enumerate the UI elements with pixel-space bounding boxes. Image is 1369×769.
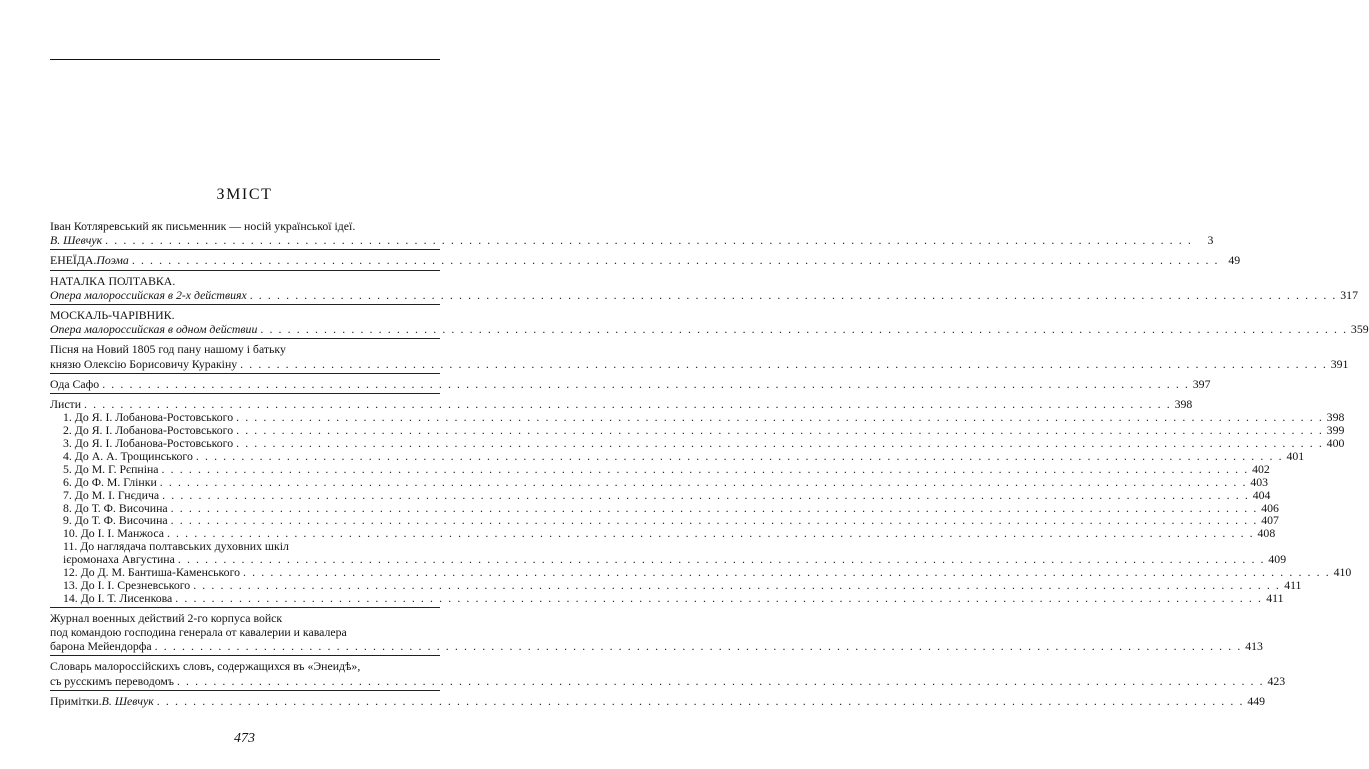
entry-line: Журнал военных действий 2-го корпуса войск (50, 610, 283, 625)
dot-leader: . . . . . . . . . . . . . . . . . . . . . . . . . . . . . . . . . . . . . . . . . . . . . . . . . . . . . . . . . . . . . . . . . . . . . . . . . . . . . . . . . . . . . . . . . . . . . . . . . . . . . . . . . . . . . . . . . . . . . . . . (193, 578, 1281, 593)
page-ref: 398 (1174, 397, 1193, 412)
page-ref: 406 (1261, 500, 1279, 515)
dot-leader: . . . . . . . . . . . . . . . . . . . . . . . . . . . . . . . . . . . . . . . . . . . . . . . . . . . . . . . . . . . . . . . . . . . . . . . . . . . . . . . . . . . . . . . . . . . . . . . . . . . . . . . . . . . . . . . . . . . . . . . . (175, 590, 1263, 605)
page-ref: 409 (1268, 552, 1287, 567)
page-ref: 411 (1284, 578, 1302, 593)
entry-title: Опера малороссийская в одном действии (50, 322, 258, 337)
toc-row[interactable] (50, 253, 1241, 268)
page-ref: 410 (1333, 565, 1352, 580)
entry-title: 9. До Т. Ф. Височина (63, 513, 168, 528)
dot-leader: . . . . . . . . . . . . . . . . . . . . . . . . . . . . . . . . . . . . . . . . . . . . . . . . . . . . . . . . . . . . . . . . . . . . . . . . . . . . . . . . . . . . . . . . . . . . . . . . . . . . . . . . . . . . . . . . . . . . . . . . (195, 448, 1284, 463)
entry-title: 4. До А. А. Трощинського (63, 448, 193, 463)
page-ref: 399 (1326, 423, 1345, 438)
toc-row[interactable] (63, 474, 1269, 489)
toc-row[interactable] (63, 461, 1270, 476)
entry-title: 14. До І. Т. Лисенкова (63, 590, 173, 605)
entry-title: съ русскимъ переводомъ (50, 673, 174, 688)
toc-row[interactable] (50, 233, 1214, 248)
table-of-contents (50, 216, 1369, 710)
dot-leader: . . . . . . . . . . . . . . . . . . . . . . . . . . . . . . . . . . . . . . . . . . . . . . . . . . . . . . . . . . . . . . . . . . . . . . . . . . . . . . . . . . . . . . . . . . . . . . . . . . . . . . . . . . . . . . . . . . . . . . . . (249, 287, 1337, 302)
dot-leader: . . . . . . . . . . . . . . . . . . . . . . . . . . . . . . . . . . . . . . . . . . . . . . . . . . . . . . . . . . . . . . . . . . . . . . . . . . . . . . . . . . . . . . . . . . . . . . . . . . . . . . . . . . . . . . . . . . . . . . . . (84, 397, 1172, 412)
entry-line: Словарь малороссійскихъ словъ, содержащихся въ «Энеидѣ», (50, 659, 361, 674)
dot-leader: . . . . . . . . . . . . . . . . . . . . . . . . . . . . . . . . . . . . . . . . . . . . . . . . . . . . . . . . . . . . . . . . . . . . . . . . . . . . . . . . . . . . . . . . . . . . . . . . . . . . . . . . . . . . . . . . . . . . . . . . (102, 376, 1190, 391)
dot-leader: . . . . . . . . . . . . . . . . . . . . . . . . . . . . . . . . . . . . . . . . . . . . . . . . . . . . . . . . . . . . . . . . . . . . . . . . . . . . . . . . . . . . . . . . . . . . . . . . . . . . . . . . . . . . . . . . . . . . . . . . (170, 513, 1258, 528)
dot-leader: . . . . . . . . . . . . . . . . . . . . . . . . . . . . . . . . . . . . . . . . . . . . . . . . . . . . . . . . . . . . . . . . . . . . . . . . . . . . . . . . . . . . . . . . . . . . . . . . . . . . . . . . . . . . . . . . . . . . . . . . (176, 673, 1265, 688)
entry-title: Листи (50, 397, 82, 412)
entry-title: 8. До Т. Ф. Височина (63, 500, 168, 515)
page-ref: 408 (1257, 526, 1276, 541)
dot-leader: . . . . . . . . . . . . . . . . . . . . . . . . . . . . . . . . . . . . . . . . . . . . . . . . . . . . . . . . . . . . . . . . . . . . . . . . . . . . . . . . . . . . . . . . . . . . . . . . . . . . . . . . . . . . . . . . . . . . . . . . (236, 436, 1324, 451)
toc-entry[interactable] (50, 394, 1352, 608)
page-ref: 317 (1340, 287, 1358, 302)
entry-title: 6. До Ф. М. Глінки (63, 474, 157, 489)
dot-leader: . . . . . . . . . . . . . . . . . . . . . . . . . . . . . . . . . . . . . . . . . . . . . . . . . . . . . . . . . . . . . . . . . . . . . . . . . . . . . . . . . . . . . . . . . . . . . . . . . . . . . . . . . . . . . . . . . . . . . . . . (170, 500, 1258, 515)
page-ref: 403 (1250, 474, 1269, 489)
entry-title: 2. До Я. І. Лобанова-Ростовського (63, 423, 234, 438)
dot-leader: . . . . . . . . . . . . . . . . . . . . . . . . . . . . . . . . . . . . . . . . . . . . . . . . . . . . . . . . . . . . . . . . . . . . . . . . . . . . . . . . . . . . . . . . . . . . . . . . . . . . . . . . . . . . . . . . . . . . . . . . (177, 552, 1266, 567)
page-ref: 404 (1252, 487, 1271, 502)
page-ref: 49 (1228, 253, 1241, 268)
entry-title: 1. До Я. І. Лобанова-Ростовського (63, 410, 234, 425)
page-ref: 400 (1326, 436, 1345, 451)
page-ref: 359 (1350, 322, 1369, 337)
dot-leader: . . . . . . . . . . . . . . . . . . . . . . . . . . . . . . . . . . . . . . . . . . . . . . . . . . . . . . . . . . . . . . . . . . . . . . . . . . . . . . . . . . . . . . . . . . . . . . . . . . . . . . . . . . . . . . . . . . . . . . . . (240, 356, 1328, 371)
entry-title: 10. До І. І. Манжоса (63, 526, 164, 541)
page-ref: 401 (1286, 448, 1305, 463)
toc-entry[interactable] (50, 608, 1263, 657)
page-ref: 411 (1266, 590, 1284, 605)
entry-title: 3. До Я. І. Лобанова-Ростовського (63, 436, 234, 451)
entry-line: Пісня на Новий 1805 год пану нашому і батьку (50, 342, 286, 357)
page-ref: 391 (1330, 356, 1349, 371)
toc-row[interactable] (50, 322, 1369, 337)
page-ref: 423 (1267, 673, 1286, 688)
toc-row[interactable] (63, 590, 1284, 605)
entry-title: 12. До Д. М. Бантиша-Каменського (63, 565, 241, 580)
dot-leader: . . . . . . . . . . . . . . . . . . . . . . . . . . . . . . . . . . . . . . . . . . . . . . . . . . . . . . . . . . . . . . . . . . . . . . . . . . . . . . . . . . . . . . . . . . . . . . . . . . . . . . . . . . . . . . . . . . . . . . . . (236, 423, 1324, 438)
entry-title: 5. До М. Г. Рєпніна (63, 461, 159, 476)
entry-subtitle: В. Шевчук (101, 693, 154, 708)
entry-title: ЕНЕЇДА. (50, 253, 97, 268)
entry-title: Примітки. (50, 693, 102, 708)
entry-title: барона Мейендорфа (50, 639, 152, 654)
page-ref: 449 (1247, 693, 1266, 708)
toc-row[interactable] (50, 356, 1349, 371)
page-ref: 3 (1207, 233, 1214, 248)
entry-title: Ода Сафо (50, 376, 100, 391)
entry-subtitle: Поэма (96, 253, 129, 268)
page-ref: 407 (1261, 513, 1279, 528)
entry-title: ієромонаха Августина (63, 552, 175, 567)
dot-leader: . . . . . . . . . . . . . . . . . . . . . . . . . . . . . . . . . . . . . . . . . . . . . . . . . . . . . . . . . . . . . . . . . . . . . . . . . . . . . . . . . . . . . . . . . . . . . . . . . . . . . . . . . . . . . . . . . . . . . . . . (161, 461, 1249, 476)
page-ref: 402 (1252, 461, 1270, 476)
toc-entry[interactable] (50, 656, 1286, 690)
top-rule (50, 59, 440, 60)
entry-line: Іван Котляревський як письменник — носій української ідеї. (50, 219, 356, 233)
toc-entry[interactable] (50, 339, 1349, 373)
page-ref: 397 (1192, 376, 1211, 391)
page-title: ЗМІСТ (216, 186, 273, 203)
letter-line: 11. До наглядача полтавських духовних шкіл (63, 539, 289, 554)
dot-leader: . . . . . . . . . . . . . . . . . . . . . . . . . . . . . . . . . . . . . . . . . . . . . . . . . . . . . . . . . . . . . . . . . . . . . . . . . . . . . . . . . . . . . . . . . . . . . . . . . . . . . . . . . . . . . . . . . . . . . . . . (154, 639, 1242, 654)
letters-list (50, 410, 1352, 605)
toc-row[interactable] (50, 693, 1266, 708)
toc-entry[interactable] (50, 691, 1266, 710)
toc-entry[interactable] (50, 216, 1214, 250)
toc-row[interactable] (63, 448, 1305, 463)
dot-leader: . . . . . . . . . . . . . . . . . . . . . . . . . . . . . . . . . . . . . . . . . . . . . . . . . . . . . . . . . . . . . . . . . . . . . . . . . . . . . . . . . . . . . . . . . . . . . . . . . . . . . . . . . . . . . . . . . . . . . . . . (236, 410, 1324, 425)
toc-entry[interactable] (50, 305, 1369, 339)
page-number: 473 (234, 731, 255, 746)
dot-leader: . . . . . . . . . . . . . . . . . . . . . . . . . . . . . . . . . . . . . . . . . . . . . . . . . . . . . . . . . . . . . . . . . . . . . . . . . . . . . . . . . . . . . . . . . . . . . . . . . . . . . . . . . . . . . . . . . . . . . . . . (156, 693, 1245, 708)
toc-row[interactable] (50, 639, 1263, 654)
entry-title: В. Шевчук (50, 233, 103, 248)
dot-leader: . . . . . . . . . . . . . . . . . . . . . . . . . . . . . . . . . . . . . . . . . . . . . . . . . . . . . . . . . . . . . . . . . . . . . . . . . . . . . . . . . . . . . . . . . . . . . . . . . . . . . . . . . . . . . . . . . . . . . . . . (105, 233, 1193, 248)
toc-row[interactable] (63, 487, 1271, 502)
dot-leader: . . . . . . . . . . . . . . . . . . . . . . . . . . . . . . . . . . . . . . . . . . . . . . . . . . . . . . . . . . . . . . . . . . . . . . . . . . . . . . . . . . . . . . . . . . . . . . . . . . . . . . . . . . . . . . . . . . . . . . . . (243, 565, 1331, 580)
dot-leader: . . . . . . . . . . . . . . . . . . . . . . . . . . . . . . . . . . . . . . . . . . . . . . . . . . . . . . . . . . . . . . . . . . . . . . . . . . . . . . . . . . . . . . . . . . . . . . . . . . . . . . . . . . . . . . . . . . . . . . . . (166, 526, 1255, 541)
entry-line: МОСКАЛЬ-ЧАРІВНИК. (50, 308, 175, 323)
dot-leader: . . . . . . . . . . . . . . . . . . . . . . . . . . . . . . . . . . . . . . . . . . . . . . . . . . . . . . . . . . . . . . . . . . . . . . . . . . . . . . . . . . . . . . . . . . . . . . . . . . . . . . . . . . . . . . . . . . . . . . . . (131, 253, 1220, 268)
entry-title: Опера малороссийская в 2-х действиях (50, 287, 247, 302)
page-ref: 398 (1326, 410, 1345, 425)
entry-title: 13. До І. І. Срезневського (63, 578, 191, 593)
toc-row[interactable] (50, 397, 1193, 412)
dot-leader: . . . . . . . . . . . . . . . . . . . . . . . . . . . . . . . . . . . . . . . . . . . . . . . . . . . . . . . . . . . . . . . . . . . . . . . . . . . . . . . . . . . . . . . . . . . . . . . . . . . . . . . . . . . . . . . . . . . . . . . . (159, 474, 1248, 489)
entry-title: князю Олексію Борисовичу Куракіну (50, 356, 238, 371)
entry-title: 7. До М. І. Гнєдича (63, 487, 160, 502)
entry-line: под командою господина генерала от кавалерии и кавалера (50, 625, 347, 640)
toc-entry[interactable] (50, 250, 1241, 270)
dot-leader: . . . . . . . . . . . . . . . . . . . . . . . . . . . . . . . . . . . . . . . . . . . . . . . . . . . . . . . . . . . . . . . . . . . . . . . . . . . . . . . . . . . . . . . . . . . . . . . . . . . . . . . . . . . . . . . . . . . . . . . . (260, 322, 1348, 337)
entry-line: НАТАЛКА ПОЛТАВКА. (50, 273, 176, 288)
dot-leader: . . . . . . . . . . . . . . . . . . . . . . . . . . . . . . . . . . . . . . . . . . . . . . . . . . . . . . . . . . . . . . . . . . . . . . . . . . . . . . . . . . . . . . . . . . . . . . . . . . . . . . . . . . . . . . . . . . . . . . . . (162, 487, 1250, 502)
toc-entry[interactable] (50, 271, 1358, 305)
page-ref: 413 (1245, 639, 1263, 654)
toc-entry[interactable] (50, 374, 1211, 394)
toc-row[interactable] (50, 287, 1358, 302)
toc-row[interactable] (50, 673, 1286, 688)
toc-row[interactable] (63, 578, 1302, 593)
toc-row[interactable] (50, 376, 1211, 391)
